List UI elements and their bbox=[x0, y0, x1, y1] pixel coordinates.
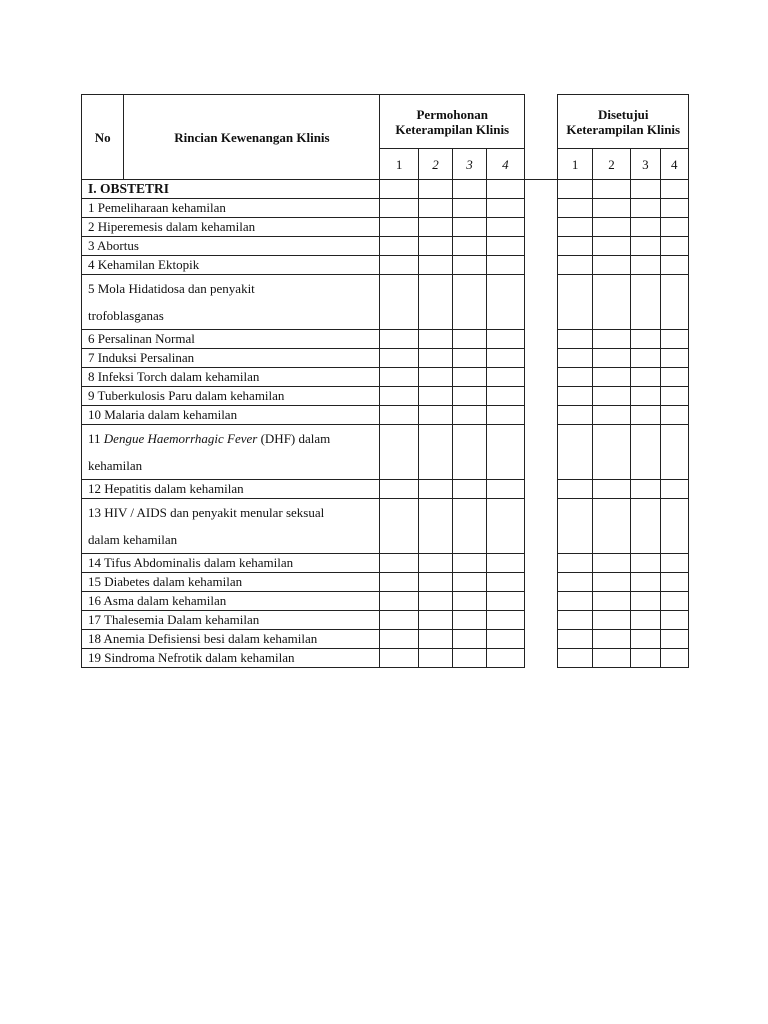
gap-cell bbox=[525, 218, 558, 237]
checkbox-cell[interactable] bbox=[660, 330, 688, 349]
checkbox-cell[interactable] bbox=[486, 554, 524, 573]
gap-cell bbox=[525, 611, 558, 630]
competency-suffix: (DHF) dalam bbox=[257, 431, 331, 446]
checkbox-cell[interactable] bbox=[631, 330, 660, 349]
checkbox-cell[interactable] bbox=[418, 480, 452, 499]
competency-line-1 bbox=[88, 431, 330, 446]
checkbox-cell[interactable] bbox=[592, 275, 630, 330]
checkbox-cell[interactable] bbox=[486, 611, 524, 630]
checkbox-cell[interactable] bbox=[486, 630, 524, 649]
checkbox-cell[interactable] bbox=[453, 480, 486, 499]
checkbox-cell[interactable] bbox=[453, 218, 486, 237]
competency-label bbox=[82, 387, 380, 406]
checkbox-cell[interactable] bbox=[380, 554, 418, 573]
checkbox-cell[interactable] bbox=[380, 387, 418, 406]
table-row bbox=[82, 554, 689, 573]
table-row bbox=[82, 368, 689, 387]
competency-line-1: 15 Diabetes dalam kehamilan bbox=[88, 574, 243, 589]
competency-line-1: 16 Asma dalam kehamilan bbox=[88, 593, 227, 608]
checkbox-cell[interactable] bbox=[418, 237, 452, 256]
checkbox-cell[interactable] bbox=[631, 199, 660, 218]
checkbox-cell[interactable] bbox=[380, 592, 418, 611]
table-row bbox=[82, 425, 689, 480]
checkbox-cell[interactable] bbox=[558, 256, 592, 275]
competency-line-1: 7 Induksi Persalinan bbox=[88, 350, 195, 365]
competency-line-2: dalam kehamilan bbox=[88, 532, 178, 547]
checkbox-cell[interactable] bbox=[592, 649, 630, 668]
checkbox-cell[interactable] bbox=[418, 275, 452, 330]
competency-line-1: 14 Tifus Abdominalis dalam kehamilan bbox=[88, 555, 294, 570]
table-row bbox=[82, 256, 689, 275]
table-row bbox=[82, 218, 689, 237]
competency-line-1: 13 HIV / AIDS dan penyakit menular seksual bbox=[88, 505, 325, 520]
checkbox-cell[interactable] bbox=[660, 573, 688, 592]
gap-cell bbox=[525, 330, 558, 349]
checkbox-cell[interactable] bbox=[380, 425, 418, 480]
checkbox-cell[interactable] bbox=[660, 611, 688, 630]
checkbox-cell[interactable] bbox=[486, 592, 524, 611]
checkbox-cell[interactable] bbox=[453, 256, 486, 275]
checkbox-cell[interactable] bbox=[660, 349, 688, 368]
checkbox-cell[interactable] bbox=[592, 406, 630, 425]
checkbox-cell[interactable] bbox=[453, 425, 486, 480]
checkbox-cell[interactable] bbox=[453, 368, 486, 387]
checkbox-cell[interactable] bbox=[418, 554, 452, 573]
permohonan-level-3: 3 bbox=[453, 149, 486, 180]
checkbox-cell[interactable] bbox=[660, 218, 688, 237]
checkbox-cell[interactable] bbox=[631, 349, 660, 368]
checkbox-cell[interactable] bbox=[453, 199, 486, 218]
table-row bbox=[82, 237, 689, 256]
gap-cell bbox=[525, 425, 558, 480]
checkbox-cell[interactable] bbox=[380, 630, 418, 649]
checkbox-cell[interactable] bbox=[453, 649, 486, 668]
checkbox-cell[interactable] bbox=[418, 425, 452, 480]
competency-line-1: 3 Abortus bbox=[88, 238, 139, 253]
checkbox-cell[interactable] bbox=[592, 554, 630, 573]
checkbox-cell[interactable] bbox=[558, 630, 592, 649]
checkbox-cell[interactable] bbox=[486, 237, 524, 256]
gap-cell bbox=[525, 368, 558, 387]
permohonan-level-2: 2 bbox=[418, 149, 452, 180]
checkbox-cell[interactable] bbox=[660, 180, 688, 199]
checkbox-cell[interactable] bbox=[486, 349, 524, 368]
checkbox-cell[interactable] bbox=[418, 630, 452, 649]
checkbox-cell[interactable] bbox=[592, 499, 630, 554]
checkbox-cell[interactable] bbox=[592, 630, 630, 649]
table-row bbox=[82, 330, 689, 349]
checkbox-cell[interactable] bbox=[660, 499, 688, 554]
checkbox-cell[interactable] bbox=[418, 499, 452, 554]
checkbox-cell[interactable] bbox=[592, 611, 630, 630]
competency-label bbox=[82, 349, 380, 368]
checkbox-cell[interactable] bbox=[631, 218, 660, 237]
checkbox-cell[interactable] bbox=[558, 649, 592, 668]
competency-line-2: trofoblasganas bbox=[88, 308, 164, 323]
competency-label bbox=[82, 592, 380, 611]
gap-cell bbox=[525, 275, 558, 330]
checkbox-cell[interactable] bbox=[418, 330, 452, 349]
gap-cell bbox=[525, 573, 558, 592]
gap-cell bbox=[525, 406, 558, 425]
checkbox-cell[interactable] bbox=[486, 275, 524, 330]
checkbox-cell[interactable] bbox=[660, 592, 688, 611]
checkbox-cell[interactable] bbox=[558, 275, 592, 330]
checkbox-cell[interactable] bbox=[592, 237, 630, 256]
permohonan-level-4: 4 bbox=[486, 149, 524, 180]
checkbox-cell[interactable] bbox=[486, 256, 524, 275]
competency-label bbox=[82, 499, 380, 554]
checkbox-cell[interactable] bbox=[631, 630, 660, 649]
checkbox-cell[interactable] bbox=[660, 368, 688, 387]
competency-label bbox=[82, 611, 380, 630]
checkbox-cell[interactable] bbox=[380, 349, 418, 368]
clinical-authority-table bbox=[81, 94, 689, 668]
header-no: No bbox=[82, 95, 124, 180]
checkbox-cell[interactable] bbox=[558, 330, 592, 349]
checkbox-cell[interactable] bbox=[453, 499, 486, 554]
checkbox-cell[interactable] bbox=[418, 199, 452, 218]
checkbox-cell[interactable] bbox=[486, 199, 524, 218]
table-row bbox=[82, 630, 689, 649]
checkbox-cell[interactable] bbox=[592, 425, 630, 480]
checkbox-cell[interactable] bbox=[660, 425, 688, 480]
checkbox-cell[interactable] bbox=[592, 368, 630, 387]
table-row bbox=[82, 349, 689, 368]
competency-label bbox=[82, 199, 380, 218]
checkbox-cell[interactable] bbox=[558, 387, 592, 406]
checkbox-cell[interactable] bbox=[558, 611, 592, 630]
competency-line-1: 17 Thalesemia Dalam kehamilan bbox=[88, 612, 260, 627]
competency-label bbox=[82, 554, 380, 573]
checkbox-cell[interactable] bbox=[558, 368, 592, 387]
checkbox-cell[interactable] bbox=[453, 180, 486, 199]
permohonan-level-1: 1 bbox=[380, 149, 418, 180]
competency-line-1: 8 Infeksi Torch dalam kehamilan bbox=[88, 369, 260, 384]
checkbox-cell[interactable] bbox=[592, 573, 630, 592]
competency-label bbox=[82, 218, 380, 237]
competency-label bbox=[82, 630, 380, 649]
checkbox-cell[interactable] bbox=[486, 425, 524, 480]
checkbox-cell[interactable] bbox=[631, 554, 660, 573]
competency-label bbox=[82, 406, 380, 425]
gap-cell bbox=[525, 387, 558, 406]
checkbox-cell[interactable] bbox=[380, 499, 418, 554]
competency-prefix: 11 bbox=[88, 431, 104, 446]
checkbox-cell[interactable] bbox=[380, 256, 418, 275]
table-row bbox=[82, 499, 689, 554]
checkbox-cell[interactable] bbox=[660, 237, 688, 256]
competency-line-1: 1 Pemeliharaan kehamilan bbox=[88, 200, 226, 215]
competency-line-1: 12 Hepatitis dalam kehamilan bbox=[88, 481, 244, 496]
table-row bbox=[82, 480, 689, 499]
competency-line-1: 18 Anemia Defisiensi besi dalam kehamilan bbox=[88, 631, 318, 646]
gap-cell bbox=[525, 630, 558, 649]
checkbox-cell[interactable] bbox=[631, 480, 660, 499]
checkbox-cell[interactable] bbox=[592, 218, 630, 237]
checkbox-cell[interactable] bbox=[660, 406, 688, 425]
checkbox-cell[interactable] bbox=[558, 349, 592, 368]
checkbox-cell[interactable] bbox=[380, 368, 418, 387]
checkbox-cell[interactable] bbox=[380, 480, 418, 499]
checkbox-cell[interactable] bbox=[592, 199, 630, 218]
competency-line-1: 2 Hiperemesis dalam kehamilan bbox=[88, 219, 256, 234]
checkbox-cell[interactable] bbox=[380, 180, 418, 199]
gap-cell bbox=[525, 554, 558, 573]
checkbox-cell[interactable] bbox=[631, 256, 660, 275]
checkbox-cell[interactable] bbox=[631, 180, 660, 199]
checkbox-cell[interactable] bbox=[592, 387, 630, 406]
checkbox-cell[interactable] bbox=[418, 649, 452, 668]
competency-line-1: 9 Tuberkulosis Paru dalam kehamilan bbox=[88, 388, 285, 403]
gap-cell bbox=[525, 199, 558, 218]
checkbox-cell[interactable] bbox=[631, 573, 660, 592]
table-row bbox=[82, 406, 689, 425]
checkbox-cell[interactable] bbox=[486, 406, 524, 425]
header-permohonan: Permohonan Keterampilan Klinis bbox=[380, 95, 525, 149]
competency-label bbox=[82, 480, 380, 499]
gap-cell bbox=[525, 349, 558, 368]
checkbox-cell[interactable] bbox=[453, 573, 486, 592]
checkbox-cell[interactable] bbox=[418, 218, 452, 237]
checkbox-cell[interactable] bbox=[380, 218, 418, 237]
checkbox-cell[interactable] bbox=[631, 237, 660, 256]
table-row bbox=[82, 387, 689, 406]
section-title: I. OBSTETRI bbox=[82, 180, 380, 199]
checkbox-cell[interactable] bbox=[558, 499, 592, 554]
section-row bbox=[82, 180, 689, 199]
checkbox-cell[interactable] bbox=[631, 387, 660, 406]
gap-cell bbox=[525, 499, 558, 554]
checkbox-cell[interactable] bbox=[380, 573, 418, 592]
checkbox-cell[interactable] bbox=[660, 649, 688, 668]
checkbox-cell[interactable] bbox=[380, 406, 418, 425]
checkbox-cell[interactable] bbox=[418, 368, 452, 387]
checkbox-cell[interactable] bbox=[486, 330, 524, 349]
disetujui-level-3: 3 bbox=[631, 149, 660, 180]
checkbox-cell[interactable] bbox=[660, 199, 688, 218]
checkbox-cell[interactable] bbox=[592, 180, 630, 199]
checkbox-cell[interactable] bbox=[486, 480, 524, 499]
checkbox-cell[interactable] bbox=[558, 218, 592, 237]
checkbox-cell[interactable] bbox=[453, 387, 486, 406]
checkbox-cell[interactable] bbox=[486, 387, 524, 406]
competency-label bbox=[82, 330, 380, 349]
checkbox-cell[interactable] bbox=[592, 480, 630, 499]
table-row bbox=[82, 592, 689, 611]
checkbox-cell[interactable] bbox=[592, 330, 630, 349]
checkbox-cell[interactable] bbox=[631, 592, 660, 611]
competency-label bbox=[82, 368, 380, 387]
checkbox-cell[interactable] bbox=[453, 611, 486, 630]
checkbox-cell[interactable] bbox=[558, 592, 592, 611]
checkbox-cell[interactable] bbox=[558, 237, 592, 256]
checkbox-cell[interactable] bbox=[660, 630, 688, 649]
competency-line-1: 10 Malaria dalam kehamilan bbox=[88, 407, 238, 422]
disetujui-level-1: 1 bbox=[558, 149, 592, 180]
disetujui-level-2: 2 bbox=[592, 149, 630, 180]
competency-line-2: kehamilan bbox=[88, 458, 143, 473]
checkbox-cell[interactable] bbox=[418, 256, 452, 275]
competency-label bbox=[82, 573, 380, 592]
checkbox-cell[interactable] bbox=[418, 573, 452, 592]
checkbox-cell[interactable] bbox=[418, 387, 452, 406]
gap-cell bbox=[525, 480, 558, 499]
disetujui-level-4: 4 bbox=[660, 149, 688, 180]
checkbox-cell[interactable] bbox=[453, 237, 486, 256]
table-row bbox=[82, 199, 689, 218]
checkbox-cell[interactable] bbox=[418, 406, 452, 425]
checkbox-cell[interactable] bbox=[380, 649, 418, 668]
checkbox-cell[interactable] bbox=[660, 256, 688, 275]
checkbox-cell[interactable] bbox=[486, 218, 524, 237]
header-disetujui: Disetujui Keterampilan Klinis bbox=[558, 95, 689, 149]
header-rincian: Rincian Kewenangan Klinis bbox=[124, 95, 380, 180]
checkbox-cell[interactable] bbox=[631, 275, 660, 330]
checkbox-cell[interactable] bbox=[660, 387, 688, 406]
gap-cell bbox=[525, 180, 558, 199]
checkbox-cell[interactable] bbox=[660, 480, 688, 499]
gap-cell bbox=[525, 592, 558, 611]
checkbox-cell[interactable] bbox=[558, 180, 592, 199]
checkbox-cell[interactable] bbox=[486, 649, 524, 668]
checkbox-cell[interactable] bbox=[558, 406, 592, 425]
checkbox-cell[interactable] bbox=[453, 592, 486, 611]
table-row bbox=[82, 649, 689, 668]
checkbox-cell[interactable] bbox=[631, 406, 660, 425]
checkbox-cell[interactable] bbox=[558, 480, 592, 499]
checkbox-cell[interactable] bbox=[453, 330, 486, 349]
checkbox-cell[interactable] bbox=[631, 649, 660, 668]
table-row bbox=[82, 275, 689, 330]
checkbox-cell[interactable] bbox=[453, 275, 486, 330]
competency-line-1: 4 Kehamilan Ektopik bbox=[88, 257, 200, 272]
checkbox-cell[interactable] bbox=[380, 199, 418, 218]
checkbox-cell[interactable] bbox=[486, 180, 524, 199]
competency-line-1: 19 Sindroma Nefrotik dalam kehamilan bbox=[88, 650, 295, 665]
competency-line-1: 5 Mola Hidatidosa dan penyakit bbox=[88, 281, 255, 296]
checkbox-cell[interactable] bbox=[558, 554, 592, 573]
table-row bbox=[82, 573, 689, 592]
checkbox-cell[interactable] bbox=[453, 406, 486, 425]
checkbox-cell[interactable] bbox=[380, 330, 418, 349]
checkbox-cell[interactable] bbox=[660, 275, 688, 330]
checkbox-cell[interactable] bbox=[418, 180, 452, 199]
checkbox-cell[interactable] bbox=[380, 275, 418, 330]
checkbox-cell[interactable] bbox=[418, 592, 452, 611]
competency-label bbox=[82, 256, 380, 275]
checkbox-cell[interactable] bbox=[453, 554, 486, 573]
checkbox-cell[interactable] bbox=[418, 349, 452, 368]
checkbox-cell[interactable] bbox=[660, 554, 688, 573]
checkbox-cell[interactable] bbox=[558, 199, 592, 218]
competency-label bbox=[82, 649, 380, 668]
checkbox-cell[interactable] bbox=[418, 611, 452, 630]
competency-label bbox=[82, 425, 380, 480]
checkbox-cell[interactable] bbox=[592, 349, 630, 368]
checkbox-cell[interactable] bbox=[558, 425, 592, 480]
header-gap bbox=[525, 95, 558, 180]
competency-line-1: 6 Persalinan Normal bbox=[88, 331, 195, 346]
checkbox-cell[interactable] bbox=[486, 368, 524, 387]
gap-cell bbox=[525, 237, 558, 256]
checkbox-cell[interactable] bbox=[453, 349, 486, 368]
checkbox-cell[interactable] bbox=[631, 499, 660, 554]
gap-cell bbox=[525, 649, 558, 668]
checkbox-cell[interactable] bbox=[380, 611, 418, 630]
checkbox-cell[interactable] bbox=[631, 611, 660, 630]
checkbox-cell[interactable] bbox=[380, 237, 418, 256]
checkbox-cell[interactable] bbox=[453, 630, 486, 649]
checkbox-cell[interactable] bbox=[631, 368, 660, 387]
checkbox-cell[interactable] bbox=[486, 573, 524, 592]
checkbox-cell[interactable] bbox=[486, 499, 524, 554]
checkbox-cell[interactable] bbox=[558, 573, 592, 592]
competency-italic: Dengue Haemorrhagic Fever bbox=[103, 431, 258, 446]
table-row bbox=[82, 611, 689, 630]
gap-cell bbox=[525, 256, 558, 275]
checkbox-cell[interactable] bbox=[592, 256, 630, 275]
checkbox-cell[interactable] bbox=[631, 425, 660, 480]
competency-label bbox=[82, 237, 380, 256]
clinical-authority-form bbox=[81, 94, 689, 668]
checkbox-cell[interactable] bbox=[592, 592, 630, 611]
competency-label bbox=[82, 275, 380, 330]
